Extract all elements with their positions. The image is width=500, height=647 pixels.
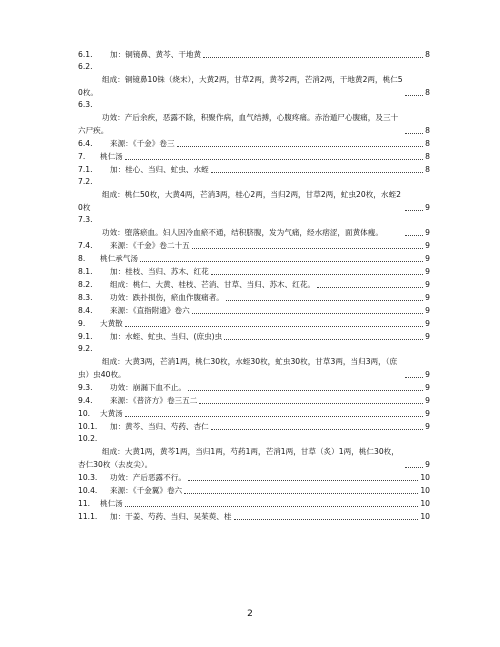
- toc-entry-number: 8.2.: [78, 280, 93, 289]
- toc-entry-number: 7.: [78, 152, 86, 161]
- toc-page-ref: 9: [425, 241, 430, 250]
- toc-entry-text: 桃仁汤: [100, 499, 123, 508]
- toc-entry[interactable]: [78, 278, 430, 291]
- table-of-contents: [78, 48, 430, 523]
- toc-entry-text: 组成：桃仁、大黄、桂枝、芒消、甘草、当归、苏木、红花。: [110, 280, 316, 289]
- toc-entry-text: 组成：大黄1两，黄芩1两，当归1两，芍药1两，芒消1两，甘草（炙）1两，桃仁30枚，杏仁30枚（去皮尖）。: [78, 447, 399, 469]
- toc-entry-number: 6.4.: [78, 139, 93, 148]
- toc-page-ref: 8: [425, 50, 430, 59]
- toc-entry-number: 7.3.: [78, 215, 93, 224]
- toc-page-ref: 9: [425, 293, 430, 302]
- toc-entry-number: 11.: [78, 499, 91, 508]
- toc-entry-text: 组成：铜镜鼻10铢（烧末），大黄2两，甘草2两，黄芩2两，芒消2两，干地黄2两，桃仁50枚。: [78, 75, 403, 97]
- dot-leader: [192, 248, 423, 249]
- toc-entry-text: 大黄散: [100, 319, 123, 328]
- page-number: 2: [247, 609, 253, 619]
- toc-entry[interactable]: [78, 304, 430, 317]
- toc-entry-text: 加：铜镜鼻、黄芩、干地黄: [110, 50, 202, 59]
- toc-entry-number: 8.1.: [78, 267, 93, 276]
- toc-page-ref: 9: [425, 396, 430, 405]
- toc-entry[interactable]: [78, 239, 430, 252]
- toc-entry-text: 加：桂心、当归、虻虫、水蛭: [110, 165, 209, 174]
- toc-entry-text: 功效：堕落瘀血。妇人因冷血瘀不通，结积脐腹，发为气痛，经水痞涩，面黄体瘦。: [102, 228, 383, 237]
- toc-page-ref: 9: [425, 409, 430, 418]
- dot-leader: [226, 300, 423, 301]
- toc-entry-number: 6.2.: [78, 62, 93, 71]
- toc-entry[interactable]: [78, 150, 430, 163]
- toc-entry[interactable]: [78, 407, 430, 420]
- toc-entry[interactable]: [78, 291, 430, 304]
- toc-entry-text: 功效：跌扑损伤，瘀血作腹痛者。: [110, 293, 224, 302]
- toc-entry-text: 加：黄芩、当归、芍药、杏仁: [110, 422, 209, 431]
- toc-entry-number: 9.: [78, 319, 86, 328]
- dot-leader: [192, 313, 423, 314]
- toc-entry[interactable]: [78, 330, 430, 343]
- dot-leader: [184, 493, 418, 494]
- toc-entry[interactable]: [78, 61, 430, 99]
- toc-entry-number: 9.1.: [78, 332, 93, 341]
- toc-entry-text: 功效：产后恶露不行。: [110, 473, 186, 482]
- dot-leader: [405, 210, 423, 211]
- toc-entry-text: 桃仁汤: [100, 152, 123, 161]
- toc-entry-text: 大黄汤: [100, 409, 123, 418]
- toc-entry[interactable]: [78, 317, 430, 330]
- toc-entry-text: 来源：《千金》卷三: [110, 139, 175, 148]
- dot-leader: [211, 274, 423, 275]
- toc-entry[interactable]: [78, 137, 430, 150]
- dot-leader: [405, 133, 423, 134]
- toc-page-ref: 8: [425, 165, 430, 174]
- toc-entry-number: 8.: [78, 254, 86, 263]
- dot-leader: [224, 339, 423, 340]
- toc-page-ref: 8: [425, 152, 430, 161]
- toc-page-ref: 9: [425, 319, 430, 328]
- toc-entry-text: 加：干姜、芍药、当归、吴茱萸、桂: [110, 512, 232, 521]
- toc-entry[interactable]: [78, 343, 430, 381]
- toc-entry-number: 9.3.: [78, 383, 93, 392]
- toc-entry-text: 来源：《千金翼》卷六: [110, 486, 183, 495]
- dot-leader: [177, 146, 424, 147]
- toc-page-ref: 9: [425, 203, 430, 212]
- toc-entry-number: 6.1.: [78, 50, 93, 59]
- dot-leader: [203, 57, 423, 58]
- toc-page-ref: 10: [420, 512, 430, 521]
- toc-entry-number: 9.4.: [78, 396, 93, 405]
- dot-leader: [188, 480, 418, 481]
- toc-entry[interactable]: [78, 484, 430, 497]
- dot-leader: [405, 377, 423, 378]
- toc-entry-number: 8.3.: [78, 293, 93, 302]
- dot-leader: [317, 287, 423, 288]
- dot-leader: [405, 467, 423, 468]
- toc-entry-number: 9.2.: [78, 344, 93, 353]
- toc-entry[interactable]: [78, 252, 430, 265]
- toc-page-ref: 9: [425, 280, 430, 289]
- toc-page-ref: 9: [425, 460, 430, 469]
- toc-page-ref: 9: [425, 254, 430, 263]
- toc-page-ref: 9: [425, 422, 430, 431]
- toc-entry[interactable]: [78, 497, 430, 510]
- dot-leader: [125, 506, 419, 507]
- toc-entry-number: 7.2.: [78, 177, 93, 186]
- toc-entry-text: 来源：《直指附遗》卷六: [110, 306, 190, 315]
- toc-entry[interactable]: [78, 265, 430, 278]
- toc-page-ref: 8: [425, 126, 430, 135]
- toc-entry-number: 6.3.: [78, 100, 93, 109]
- toc-entry-text: 来源：《普济方》卷三五二: [110, 396, 198, 405]
- toc-entry-text: 组成：桃仁50枚，大黄4两，芒消3两，桂心2两，当归2两，甘草2两，虻虫20枚，水蛭20枚: [78, 190, 401, 212]
- toc-entry[interactable]: [78, 214, 430, 239]
- toc-entry-number: 7.4.: [78, 241, 93, 250]
- toc-page-ref: 9: [425, 383, 430, 392]
- toc-entry[interactable]: [78, 163, 430, 176]
- toc-page-ref: 9: [425, 267, 430, 276]
- dot-leader: [211, 429, 423, 430]
- toc-entry-number: 7.1.: [78, 165, 93, 174]
- toc-entry-text: 功效：产后余疾，恶露不除，积聚作病，血气结搏，心腹疼痛。赤治遁尸心腹痛，及三十六尸疾。: [78, 113, 399, 135]
- dot-leader: [140, 261, 423, 262]
- dot-leader: [125, 326, 423, 327]
- toc-entry-number: 10.2.: [78, 434, 98, 443]
- toc-entry[interactable]: [78, 433, 430, 471]
- toc-page-ref: 10: [420, 473, 430, 482]
- dot-leader: [405, 95, 423, 96]
- toc-entry[interactable]: [78, 48, 430, 61]
- toc-entry[interactable]: [78, 471, 430, 484]
- toc-page-ref: 10: [420, 499, 430, 508]
- toc-page-ref: 9: [425, 332, 430, 341]
- toc-entry[interactable]: [78, 394, 430, 407]
- toc-entry[interactable]: [78, 176, 430, 214]
- toc-entry-text: 功效：崩漏下血不止。: [110, 383, 186, 392]
- dot-leader: [405, 235, 423, 236]
- toc-page-ref: 9: [425, 306, 430, 315]
- dot-leader: [125, 416, 423, 417]
- dot-leader: [125, 159, 423, 160]
- toc-entry[interactable]: [78, 99, 430, 137]
- dot-leader: [199, 403, 423, 404]
- toc-entry[interactable]: [78, 510, 430, 523]
- toc-page-ref: 10: [420, 486, 430, 495]
- dot-leader: [211, 172, 423, 173]
- dot-leader: [188, 390, 423, 391]
- toc-entry[interactable]: [78, 381, 430, 394]
- toc-entry-text: 加：桂枝、当归、苏木、红花: [110, 267, 209, 276]
- toc-entry-text: 加：水蛭、虻虫、当归、(庶虫)虫: [110, 332, 223, 341]
- toc-entry-number: 10.1.: [78, 422, 98, 431]
- toc-entry-number: 10.3.: [78, 473, 98, 482]
- toc-entry-text: 桃仁承气汤: [100, 254, 138, 263]
- toc-entry-number: 8.4.: [78, 306, 93, 315]
- toc-entry[interactable]: [78, 420, 430, 433]
- toc-entry-number: 10.4.: [78, 486, 98, 495]
- dot-leader: [234, 519, 419, 520]
- toc-page-ref: 9: [425, 370, 430, 379]
- toc-page-ref: 8: [425, 88, 430, 97]
- toc-entry-text: 组成：大黄3两，芒消1两，桃仁30枚，水蛭30枚，虻虫30枚，甘草3两，当归3两，（庶虫）虫40枚。: [78, 357, 398, 379]
- toc-entry-number: 10.: [78, 409, 91, 418]
- toc-page-ref: 9: [425, 228, 430, 237]
- toc-entry-number: 11.1.: [78, 512, 98, 521]
- toc-entry-text: 来源：《千金》卷二十五: [110, 241, 190, 250]
- toc-page-ref: 8: [425, 139, 430, 148]
